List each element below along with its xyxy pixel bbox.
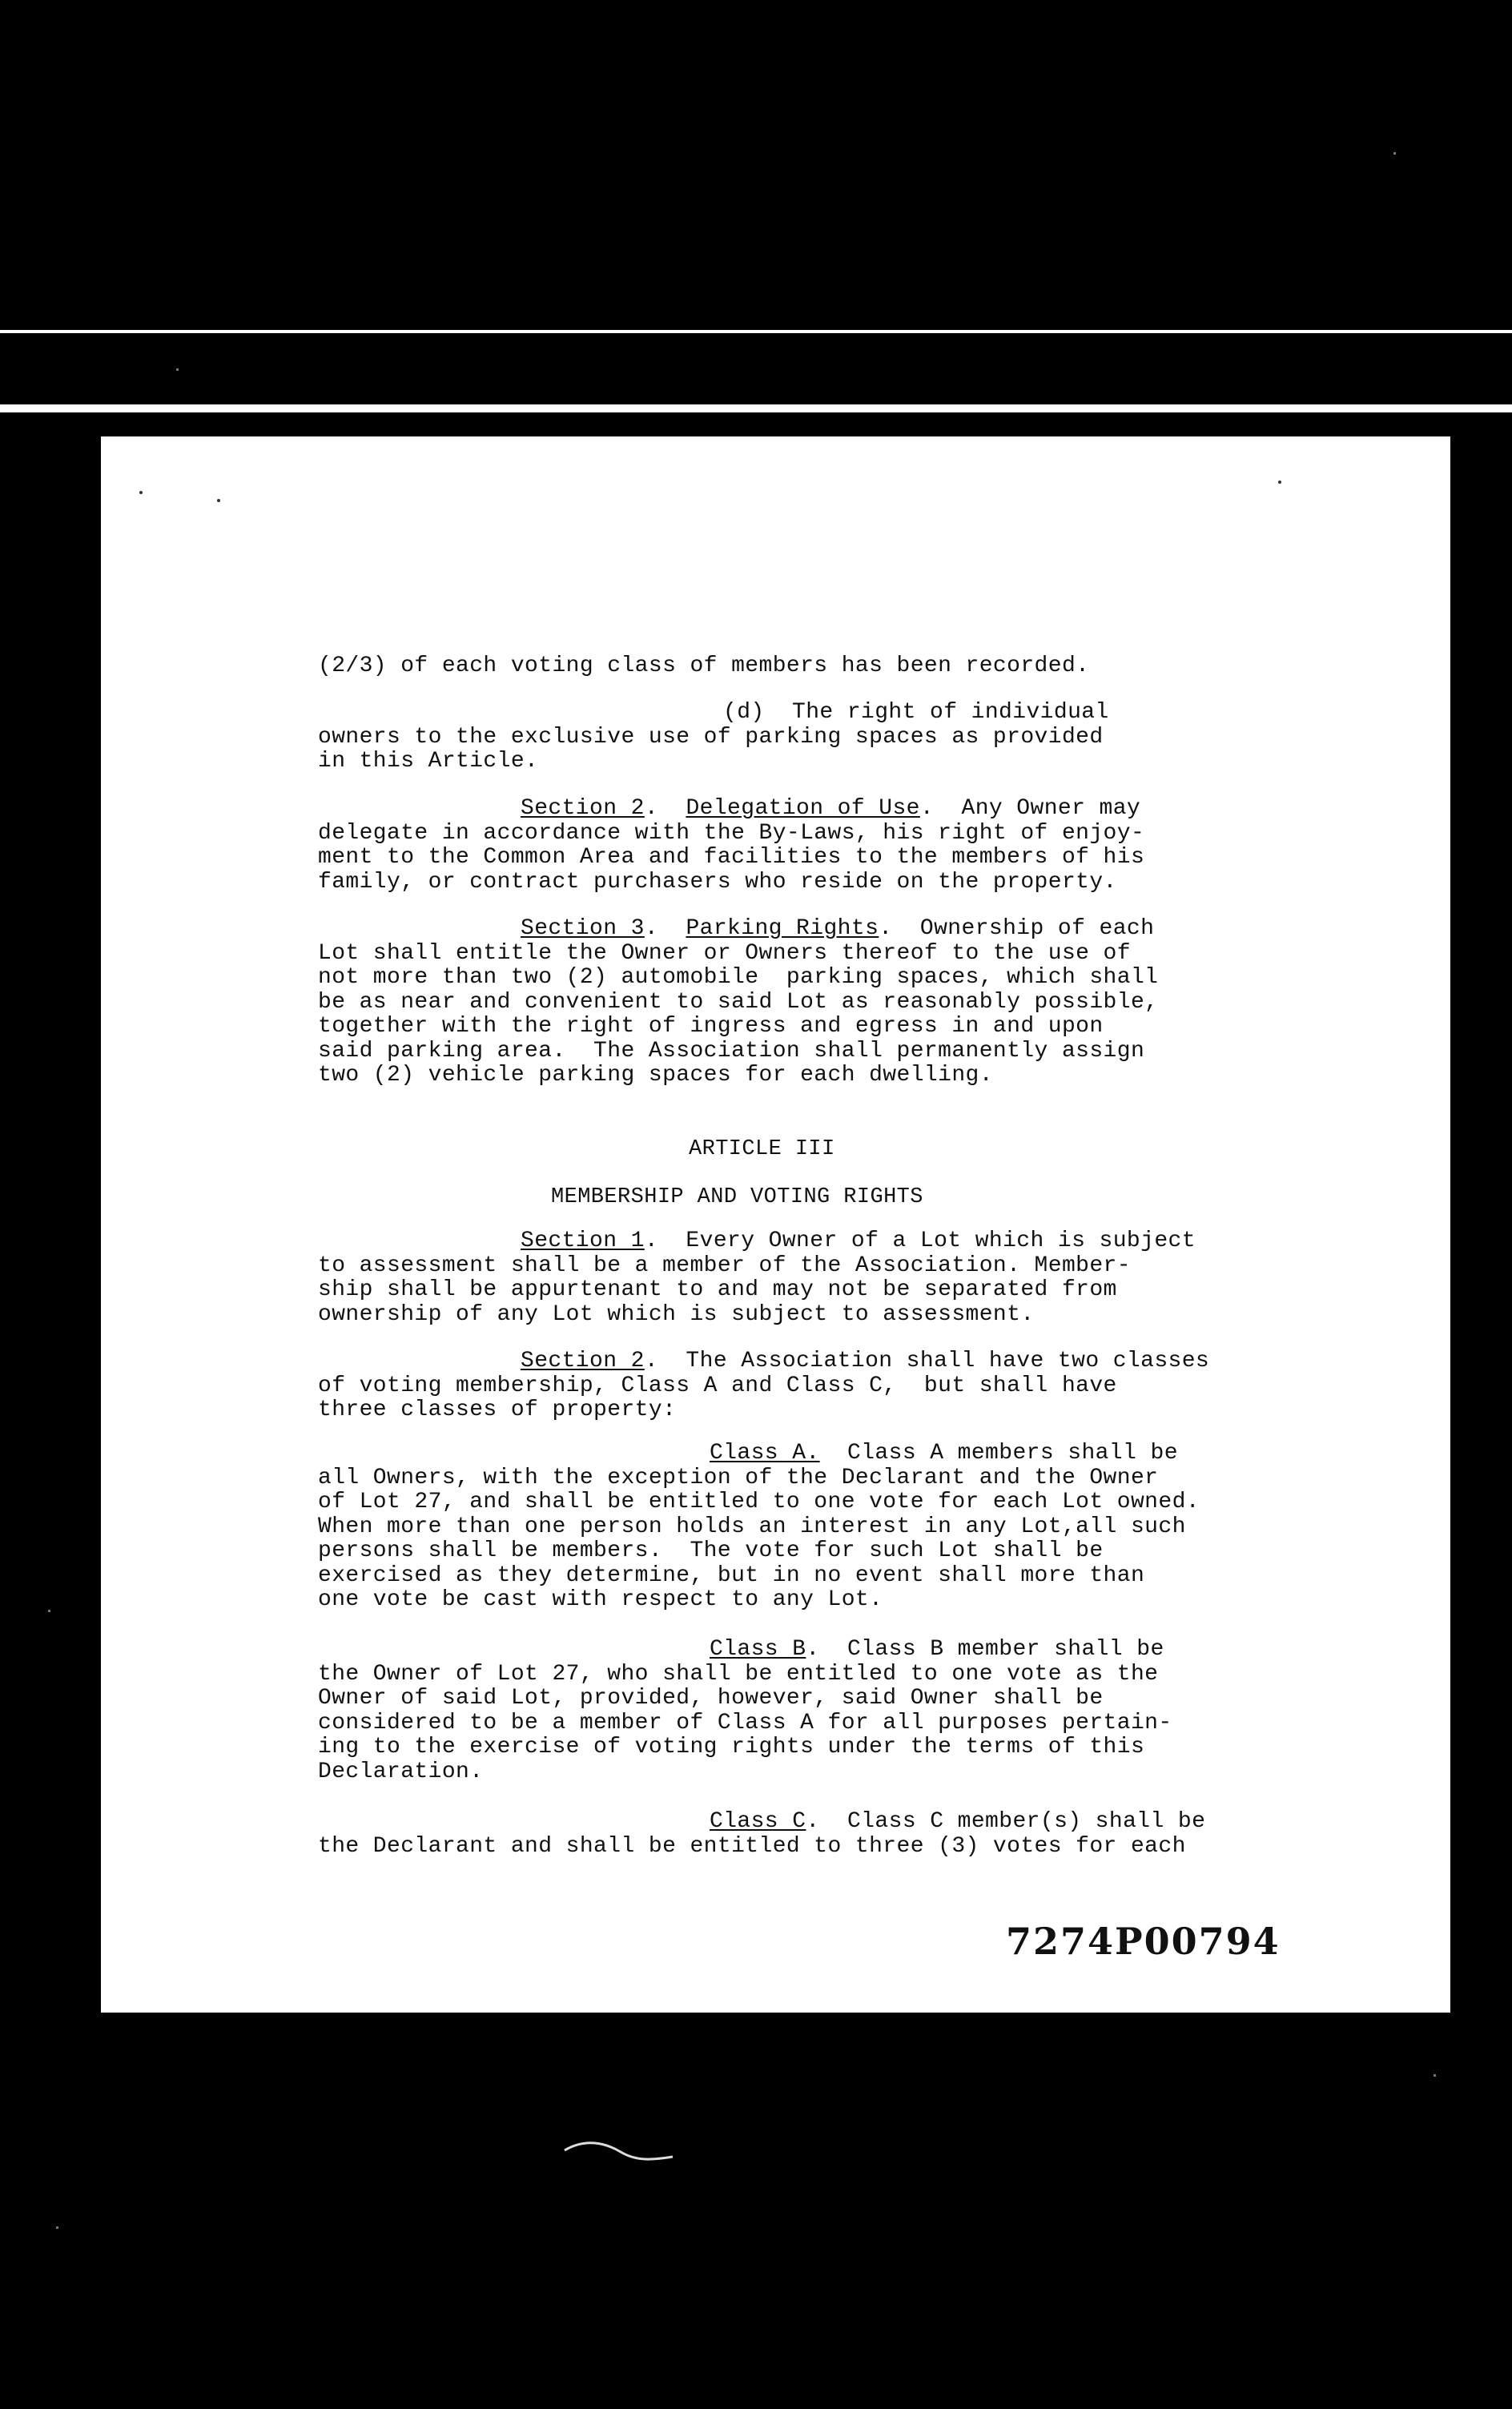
text-line: said parking area. The Association shall permanently assign	[318, 1038, 1145, 1064]
text-line: family, or contract purchasers who reside on the property.	[318, 869, 1117, 895]
section-lines	[318, 1253, 1131, 1327]
scan-border-line	[0, 404, 1512, 412]
section-3-parking-paragraph: Section 3. Parking Rights. Ownership of each Lot shall entitle the Owner or Owners thereof to the use of not more than two (2) automobile parking spaces, which shall be as near and convenient to said Lot as reasonably possible, together with the right of ingress and egress in and upon said parking area. The Association shall permanently assign two (2) vehicle parking spaces for each dwelling.	[318, 916, 1159, 1088]
class-label: Class B	[710, 1637, 806, 1662]
scan-speck	[1393, 152, 1396, 155]
text-line: ment to the Common Area and facilities to the members of his	[318, 845, 1145, 870]
scan-speck	[139, 491, 143, 494]
text-line: ing to the exercise of voting rights under the terms of this	[318, 1735, 1145, 1759]
text-line: considered to be a member of Class A for all purposes pertain-	[318, 1710, 1172, 1735]
section-first-line: . Any Owner may	[919, 796, 1141, 821]
section-title: Delegation of Use	[686, 796, 920, 821]
text-line: two (2) vehicle parking spaces for each dwelling.	[318, 1063, 993, 1088]
section-label: Section 1	[521, 1229, 645, 1253]
class-first-line: . Class B member shall be	[806, 1637, 1164, 1662]
class-c-paragraph	[318, 1810, 1205, 1859]
article-subheading: MEMBERSHIP AND VOTING RIGHTS	[551, 1185, 923, 1209]
section-lines	[318, 1373, 1117, 1423]
class-a-paragraph	[318, 1442, 1200, 1613]
text-line: three classes of property:	[318, 1398, 677, 1422]
text-line: persons shall be members. The vote for such Lot shall be	[318, 1538, 1104, 1563]
section-first-line: . Ownership of each	[879, 916, 1155, 941]
text-line: in this Article.	[318, 749, 539, 774]
text-line: ship shall be appurtenant to and may not be separated from	[318, 1277, 1117, 1302]
text-line: all Owners, with the exception of the Declarant and the Owner	[318, 1465, 1159, 1490]
section-label: Section 3	[521, 916, 645, 941]
item-d-label: (d)	[723, 700, 765, 725]
class-label: Class A.	[710, 1441, 820, 1466]
scan-speck	[217, 499, 220, 502]
section-label: Section 2	[521, 1349, 645, 1373]
section-2-classes-paragraph	[318, 1349, 1209, 1423]
scan-scribble	[561, 2134, 681, 2166]
article-heading: ARTICLE III	[689, 1137, 835, 1161]
scan-speck	[176, 368, 179, 371]
text-line: delegate in accordance with the By-Laws, his right of enjoy-	[318, 820, 1145, 846]
text-line: When more than one person holds an interest in any Lot,all such	[318, 1514, 1186, 1539]
item-d-first-line: The right of individual	[792, 700, 1109, 725]
text-line: exercised as they determine, but in no event shall more than	[318, 1562, 1145, 1588]
section-label: Section 2	[521, 796, 645, 821]
scan-speck	[48, 1610, 50, 1612]
class-lines	[318, 1466, 1200, 1613]
section-lines	[318, 821, 1144, 895]
section-2-delegation-paragraph: Section 2. Delegation of Use. Any Owner may delegate in accordance with the By-Laws, his right of enjoy- ment to the Common Area and facilities to the members of his family, or contract purchasers who reside on the property.	[318, 796, 1145, 895]
class-lines	[318, 1662, 1172, 1784]
item-d-lines	[318, 725, 1104, 774]
class-lines	[318, 1834, 1186, 1859]
section-1-membership-paragraph	[318, 1229, 1196, 1327]
section-lines	[318, 941, 1158, 1088]
text-line: Lot shall entitle the Owner or Owners thereof to the use of	[318, 940, 1131, 966]
scan-speck	[56, 2226, 58, 2229]
text-line: be as near and convenient to said Lot as reasonably possible,	[318, 989, 1159, 1015]
text-line: of voting membership, Class A and Class C, but shall have	[318, 1373, 1117, 1398]
text-line: of Lot 27, and shall be entitled to one vote for each Lot owned.	[318, 1490, 1200, 1514]
text-line: ownership of any Lot which is subject to assessment.	[318, 1301, 1035, 1327]
item-d-paragraph	[318, 701, 1109, 774]
document-page	[101, 436, 1450, 2013]
class-first-line: Class A members shall be	[819, 1441, 1178, 1466]
class-label: Class C	[710, 1809, 806, 1834]
class-b-paragraph	[318, 1638, 1172, 1784]
text-line: owners to the exclusive use of parking spaces as provided	[318, 724, 1104, 750]
section-title: Parking Rights	[686, 916, 879, 941]
text-line: one vote be cast with respect to any Lot.	[318, 1587, 883, 1612]
class-first-line: . Class C member(s) shall be	[806, 1809, 1206, 1834]
text-line: together with the right of ingress and egress in and upon	[318, 1014, 1104, 1039]
text-line: to assessment shall be a member of the Association. Member-	[318, 1253, 1131, 1278]
scan-speck	[1278, 481, 1281, 484]
text-line: Owner of said Lot, provided, however, said Owner shall be	[318, 1686, 1104, 1711]
document-number: 7274P00794	[1006, 1920, 1281, 1963]
text-line: Declaration.	[318, 1759, 484, 1784]
continuation-line: (2/3) of each voting class of members has been recorded.	[318, 654, 1090, 678]
scan-border-line	[0, 330, 1512, 333]
section-first-line: . Every Owner of a Lot which is subject	[644, 1229, 1196, 1253]
text-line: not more than two (2) automobile parking spaces, which shall	[318, 965, 1159, 990]
scan-speck	[1434, 2074, 1436, 2077]
text-line: the Declarant and shall be entitled to three (3) votes for each	[318, 1833, 1186, 1859]
section-first-line: . The Association shall have two classes	[644, 1349, 1210, 1373]
text-line: the Owner of Lot 27, who shall be entitled to one vote as the	[318, 1661, 1159, 1687]
